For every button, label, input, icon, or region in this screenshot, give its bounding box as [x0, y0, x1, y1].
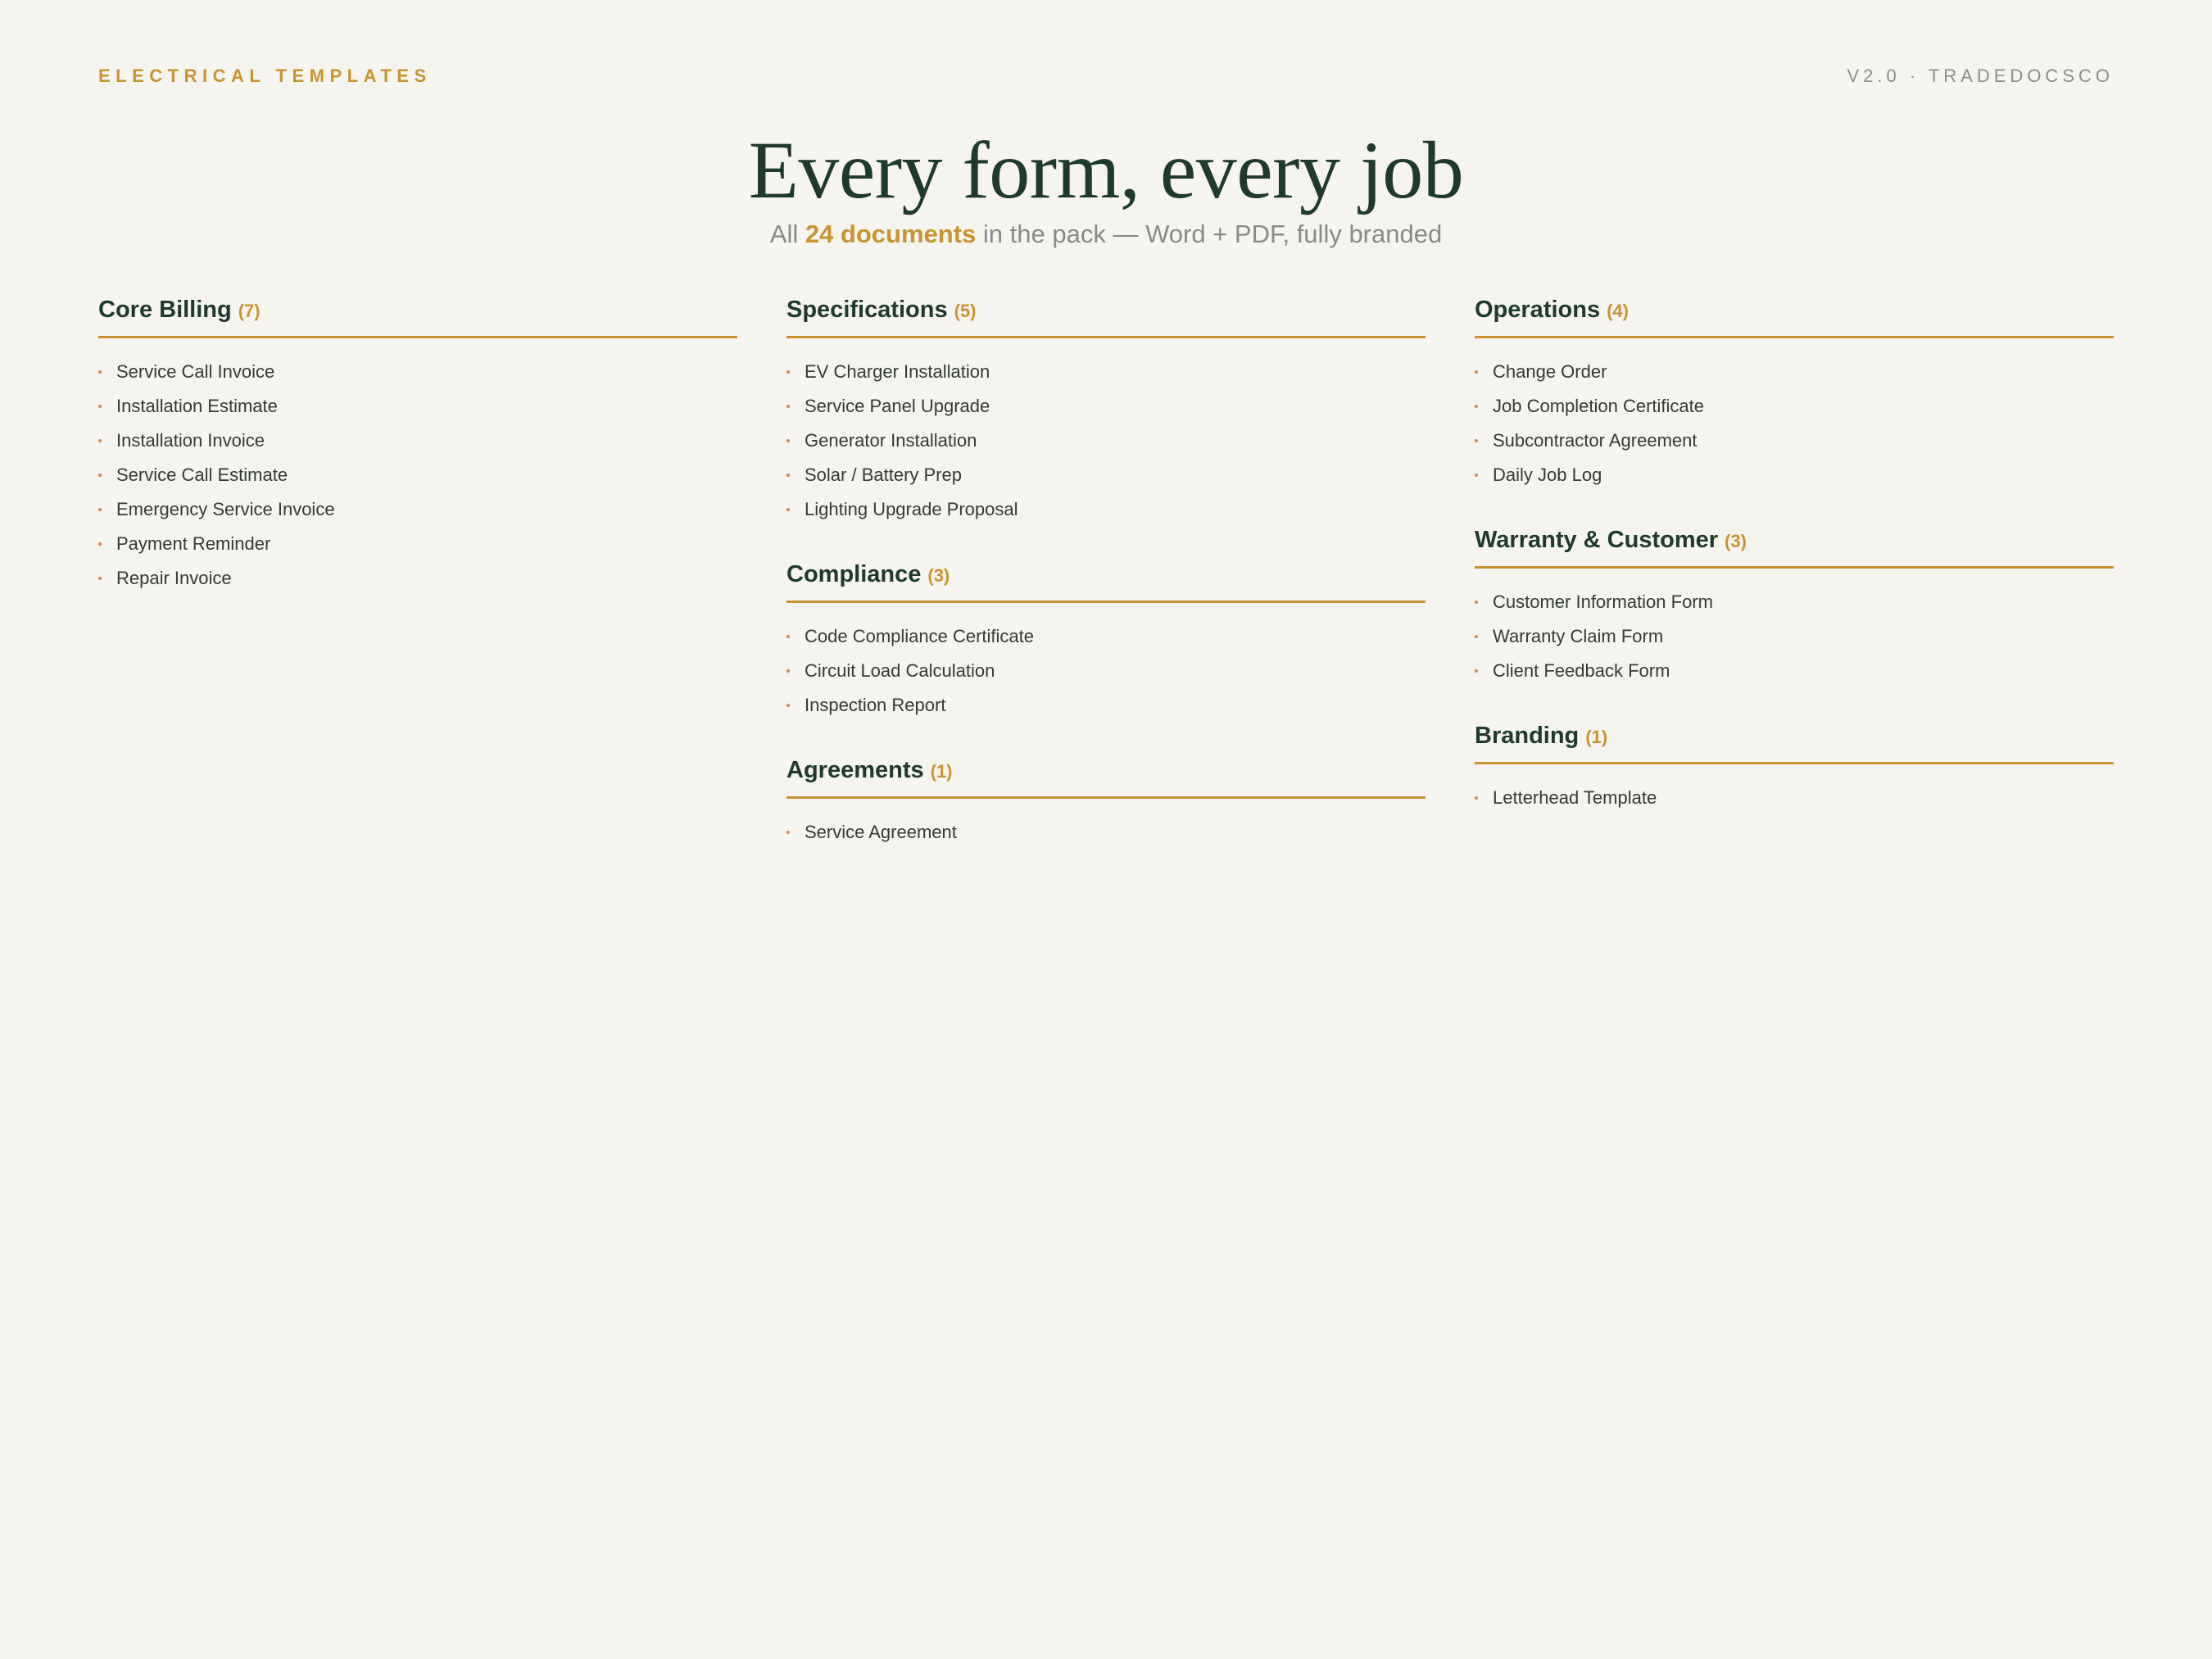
list-item	[98, 355, 737, 389]
section-title: Operations	[1475, 297, 1601, 323]
section-title: Agreements	[786, 757, 924, 783]
section-compliance	[786, 561, 1426, 723]
list-item	[1475, 355, 2114, 389]
section-agreements	[786, 757, 1426, 850]
bullet-icon	[1475, 669, 1478, 673]
hero	[0, 123, 2212, 251]
section-count: (4)	[1607, 301, 1629, 321]
list-item	[786, 389, 1426, 424]
list-item	[98, 561, 737, 596]
bullet-icon	[786, 831, 790, 834]
document-list	[1475, 585, 2114, 688]
list-item-label: Installation Estimate	[116, 396, 278, 416]
list-item	[786, 355, 1426, 389]
bullet-icon	[786, 508, 790, 511]
bullet-icon	[1475, 405, 1478, 408]
list-item	[98, 492, 737, 527]
section-header	[786, 757, 1426, 799]
page-subtitle	[0, 218, 2212, 251]
list-item-label: Generator Installation	[805, 430, 977, 451]
section-header	[1475, 297, 2114, 338]
list-item-label: Solar / Battery Prep	[805, 465, 962, 485]
section-core-billing	[98, 297, 737, 596]
bullet-icon	[1475, 474, 1478, 477]
list-item-label: Daily Job Log	[1493, 465, 1602, 485]
section-header	[786, 561, 1426, 603]
list-item	[786, 688, 1426, 723]
bullet-icon	[786, 439, 790, 442]
page-title: Every form, every job	[748, 125, 1464, 215]
document-list	[786, 815, 1426, 850]
bullet-icon	[1475, 601, 1478, 604]
bullet-icon	[98, 370, 102, 374]
bullet-icon	[1475, 370, 1478, 374]
section-specifications	[786, 297, 1426, 527]
brand-label: ELECTRICAL TEMPLATES	[98, 66, 432, 86]
bullet-icon	[786, 635, 790, 638]
document-list	[786, 619, 1426, 723]
list-item	[786, 424, 1426, 458]
document-count: 24 documents	[805, 220, 977, 248]
list-item-label: Customer Information Form	[1493, 592, 1713, 612]
list-item	[1475, 654, 2114, 688]
subtitle-suffix: in the pack — Word + PDF, fully branded	[982, 220, 1443, 248]
list-item-label: Client Feedback Form	[1493, 660, 1670, 681]
column-1	[98, 297, 737, 884]
list-item	[98, 389, 737, 424]
list-item	[786, 654, 1426, 688]
list-item	[98, 458, 737, 492]
section-title: Compliance	[786, 561, 922, 587]
section-count: (3)	[1725, 531, 1747, 551]
list-item-label: EV Charger Installation	[805, 361, 990, 382]
section-count: (1)	[1585, 727, 1608, 747]
bullet-icon	[1475, 635, 1478, 638]
section-count: (1)	[930, 761, 953, 782]
bullet-icon	[786, 405, 790, 408]
list-item-label: Warranty Claim Form	[1493, 626, 1664, 646]
list-item	[786, 815, 1426, 850]
document-list	[98, 355, 737, 596]
section-count: (7)	[238, 301, 261, 321]
list-item-label: Job Completion Certificate	[1493, 396, 1705, 416]
section-operations	[1475, 297, 2114, 492]
bullet-icon	[786, 669, 790, 673]
list-item	[98, 527, 737, 561]
bullet-icon	[98, 508, 102, 511]
column-3	[1475, 297, 2114, 884]
list-item-label: Service Panel Upgrade	[805, 396, 990, 416]
list-item	[1475, 781, 2114, 815]
section-title: Core Billing	[98, 297, 232, 323]
bullet-icon	[786, 704, 790, 707]
version-label: V2.0 · TRADEDOCSCO	[1847, 66, 2114, 86]
section-branding	[1475, 723, 2114, 815]
bullet-icon	[1475, 439, 1478, 442]
top-bar	[98, 64, 2114, 88]
list-item	[98, 424, 737, 458]
section-title: Warranty & Customer	[1475, 527, 1719, 553]
list-item	[1475, 424, 2114, 458]
section-count: (5)	[954, 301, 977, 321]
list-item	[1475, 458, 2114, 492]
subtitle-prefix: All	[769, 220, 799, 248]
column-2	[786, 297, 1426, 884]
document-list	[1475, 781, 2114, 815]
list-item-label: Installation Invoice	[116, 430, 265, 451]
list-item	[786, 492, 1426, 527]
bullet-icon	[98, 439, 102, 442]
list-item	[1475, 619, 2114, 654]
list-item-label: Circuit Load Calculation	[805, 660, 995, 681]
list-item-label: Inspection Report	[805, 695, 946, 715]
list-item-label: Letterhead Template	[1493, 787, 1657, 808]
section-header	[1475, 527, 2114, 569]
section-header	[1475, 723, 2114, 764]
bullet-icon	[98, 405, 102, 408]
bullet-icon	[1475, 796, 1478, 800]
bullet-icon	[786, 474, 790, 477]
list-item	[786, 619, 1426, 654]
section-header	[786, 297, 1426, 338]
list-item-label: Subcontractor Agreement	[1493, 430, 1698, 451]
section-header	[98, 297, 737, 338]
section-warranty-customer	[1475, 527, 2114, 688]
document-list	[786, 355, 1426, 527]
list-item	[1475, 585, 2114, 619]
bullet-icon	[98, 542, 102, 546]
category-columns	[98, 297, 2114, 884]
document-list	[1475, 355, 2114, 492]
section-title: Specifications	[786, 297, 948, 323]
list-item-label: Code Compliance Certificate	[805, 626, 1035, 646]
list-item	[1475, 389, 2114, 424]
section-count: (3)	[927, 565, 950, 586]
list-item-label: Lighting Upgrade Proposal	[805, 499, 1018, 519]
list-item-label: Service Call Estimate	[116, 465, 288, 485]
list-item-label: Repair Invoice	[116, 568, 232, 588]
bullet-icon	[98, 474, 102, 477]
list-item-label: Emergency Service Invoice	[116, 499, 335, 519]
section-title: Branding	[1475, 723, 1580, 749]
bullet-icon	[98, 577, 102, 580]
list-item-label: Payment Reminder	[116, 533, 271, 554]
list-item-label: Service Agreement	[805, 822, 957, 842]
list-item-label: Service Call Invoice	[116, 361, 275, 382]
list-item-label: Change Order	[1493, 361, 1607, 382]
list-item	[786, 458, 1426, 492]
bullet-icon	[786, 370, 790, 374]
